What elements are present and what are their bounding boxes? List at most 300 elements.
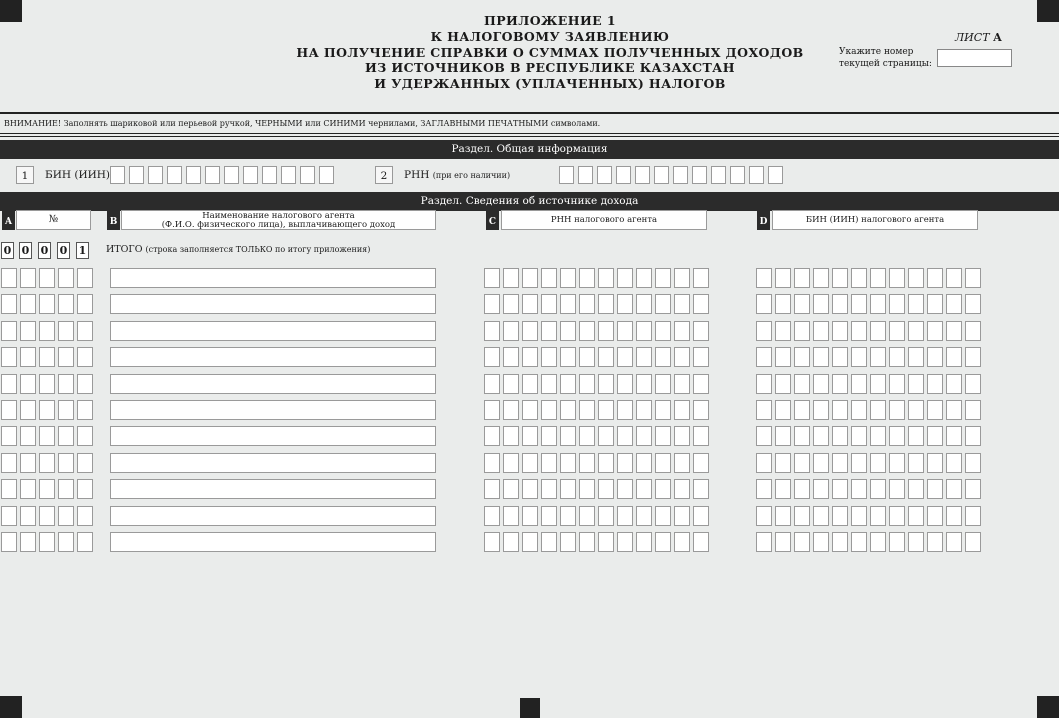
agent-bin-cell[interactable] — [946, 426, 962, 446]
bin-iin-cell[interactable] — [224, 166, 239, 184]
agent-rnn-cell[interactable] — [617, 268, 633, 288]
agent-bin-cell[interactable] — [889, 426, 905, 446]
agent-bin-cell[interactable] — [832, 426, 848, 446]
agent-rnn-cell[interactable] — [484, 453, 500, 473]
agent-bin-cell[interactable] — [851, 453, 867, 473]
agent-rnn-cell[interactable] — [636, 347, 652, 367]
agent-bin-cell[interactable] — [870, 532, 886, 552]
agent-name-field[interactable] — [110, 294, 436, 314]
agent-rnn-cell[interactable] — [674, 321, 690, 341]
agent-rnn-cell[interactable] — [655, 506, 671, 526]
agent-bin-cell[interactable] — [813, 453, 829, 473]
agent-bin-cell[interactable] — [813, 294, 829, 314]
agent-bin-cell[interactable] — [832, 479, 848, 499]
row-number-cell[interactable] — [1, 532, 17, 552]
row-number-cell[interactable] — [58, 268, 74, 288]
row-number-cell[interactable] — [77, 347, 93, 367]
agent-rnn-cell[interactable] — [617, 506, 633, 526]
agent-rnn-cell[interactable] — [579, 400, 595, 420]
agent-rnn-cell[interactable] — [484, 426, 500, 446]
agent-rnn-cell[interactable] — [598, 321, 614, 341]
row-number-cell[interactable] — [58, 374, 74, 394]
row-number-cell[interactable] — [58, 347, 74, 367]
agent-bin-cell[interactable] — [813, 479, 829, 499]
agent-bin-cell[interactable] — [908, 479, 924, 499]
agent-bin-cell[interactable] — [889, 374, 905, 394]
agent-bin-cell[interactable] — [870, 453, 886, 473]
agent-bin-cell[interactable] — [965, 321, 981, 341]
row-number-cell[interactable] — [39, 426, 55, 446]
agent-bin-cell[interactable] — [851, 294, 867, 314]
agent-bin-cell[interactable] — [908, 426, 924, 446]
agent-bin-cell[interactable] — [813, 321, 829, 341]
agent-bin-cell[interactable] — [965, 294, 981, 314]
row-number-cell[interactable] — [20, 479, 36, 499]
agent-bin-cell[interactable] — [775, 374, 791, 394]
row-number-cell[interactable] — [58, 506, 74, 526]
agent-bin-cell[interactable] — [965, 347, 981, 367]
agent-name-field[interactable] — [110, 268, 436, 288]
agent-bin-cell[interactable] — [946, 400, 962, 420]
agent-rnn-cell[interactable] — [693, 374, 709, 394]
agent-bin-cell[interactable] — [946, 347, 962, 367]
row-number-cell[interactable] — [1, 426, 17, 446]
agent-name-field[interactable] — [110, 347, 436, 367]
agent-bin-cell[interactable] — [851, 532, 867, 552]
agent-bin-cell[interactable] — [851, 400, 867, 420]
agent-bin-cell[interactable] — [889, 506, 905, 526]
agent-rnn-cell[interactable] — [484, 347, 500, 367]
agent-rnn-cell[interactable] — [503, 294, 519, 314]
agent-rnn-cell[interactable] — [674, 400, 690, 420]
agent-rnn-cell[interactable] — [541, 532, 557, 552]
agent-bin-cell[interactable] — [756, 479, 772, 499]
agent-name-field[interactable] — [110, 426, 436, 446]
agent-bin-cell[interactable] — [775, 426, 791, 446]
agent-rnn-cell[interactable] — [579, 268, 595, 288]
agent-bin-cell[interactable] — [889, 532, 905, 552]
bin-iin-cell[interactable] — [243, 166, 258, 184]
agent-bin-cell[interactable] — [965, 453, 981, 473]
agent-rnn-cell[interactable] — [693, 479, 709, 499]
rnn-cell[interactable] — [616, 166, 631, 184]
agent-bin-cell[interactable] — [889, 453, 905, 473]
row-number-cell[interactable] — [58, 426, 74, 446]
agent-bin-cell[interactable] — [775, 506, 791, 526]
agent-rnn-cell[interactable] — [560, 426, 576, 446]
row-number-cell[interactable] — [1, 506, 17, 526]
row-number-cell[interactable] — [39, 506, 55, 526]
agent-name-field[interactable] — [110, 479, 436, 499]
agent-bin-cell[interactable] — [756, 506, 772, 526]
agent-rnn-cell[interactable] — [636, 453, 652, 473]
row-number-cell[interactable] — [20, 400, 36, 420]
agent-bin-cell[interactable] — [851, 268, 867, 288]
agent-rnn-cell[interactable] — [655, 294, 671, 314]
rnn-cell[interactable] — [768, 166, 783, 184]
agent-rnn-cell[interactable] — [541, 400, 557, 420]
row-number-cell[interactable] — [20, 426, 36, 446]
row-number-cell[interactable] — [1, 294, 17, 314]
agent-rnn-cell[interactable] — [655, 347, 671, 367]
agent-bin-cell[interactable] — [908, 532, 924, 552]
agent-rnn-cell[interactable] — [484, 294, 500, 314]
agent-rnn-cell[interactable] — [560, 268, 576, 288]
agent-rnn-cell[interactable] — [636, 506, 652, 526]
agent-bin-cell[interactable] — [927, 400, 943, 420]
agent-bin-cell[interactable] — [794, 400, 810, 420]
agent-bin-cell[interactable] — [775, 268, 791, 288]
agent-bin-cell[interactable] — [832, 532, 848, 552]
agent-rnn-cell[interactable] — [484, 479, 500, 499]
agent-bin-cell[interactable] — [946, 479, 962, 499]
agent-rnn-cell[interactable] — [522, 268, 538, 288]
agent-rnn-cell[interactable] — [503, 400, 519, 420]
agent-rnn-cell[interactable] — [503, 347, 519, 367]
agent-rnn-cell[interactable] — [579, 532, 595, 552]
rnn-cell[interactable] — [578, 166, 593, 184]
agent-bin-cell[interactable] — [813, 506, 829, 526]
agent-rnn-cell[interactable] — [655, 321, 671, 341]
agent-bin-cell[interactable] — [870, 374, 886, 394]
row-number-cell[interactable] — [39, 453, 55, 473]
agent-bin-cell[interactable] — [813, 426, 829, 446]
agent-bin-cell[interactable] — [870, 294, 886, 314]
agent-bin-cell[interactable] — [908, 268, 924, 288]
row-number-cell[interactable] — [1, 374, 17, 394]
agent-rnn-cell[interactable] — [503, 506, 519, 526]
row-number-cell[interactable] — [77, 426, 93, 446]
agent-bin-cell[interactable] — [756, 400, 772, 420]
agent-rnn-cell[interactable] — [541, 426, 557, 446]
agent-rnn-cell[interactable] — [522, 294, 538, 314]
agent-rnn-cell[interactable] — [579, 426, 595, 446]
agent-bin-cell[interactable] — [794, 321, 810, 341]
agent-rnn-cell[interactable] — [560, 347, 576, 367]
agent-bin-cell[interactable] — [889, 268, 905, 288]
row-number-cell[interactable] — [1, 268, 17, 288]
bin-iin-cell[interactable] — [319, 166, 334, 184]
agent-bin-cell[interactable] — [870, 426, 886, 446]
agent-rnn-cell[interactable] — [674, 506, 690, 526]
agent-bin-cell[interactable] — [756, 453, 772, 473]
agent-bin-cell[interactable] — [851, 479, 867, 499]
agent-bin-cell[interactable] — [965, 268, 981, 288]
agent-bin-cell[interactable] — [927, 506, 943, 526]
agent-bin-cell[interactable] — [775, 347, 791, 367]
agent-rnn-cell[interactable] — [484, 268, 500, 288]
agent-bin-cell[interactable] — [870, 321, 886, 341]
agent-rnn-cell[interactable] — [503, 426, 519, 446]
agent-rnn-cell[interactable] — [503, 453, 519, 473]
agent-rnn-cell[interactable] — [655, 532, 671, 552]
agent-rnn-cell[interactable] — [598, 347, 614, 367]
agent-bin-cell[interactable] — [889, 347, 905, 367]
agent-bin-cell[interactable] — [813, 532, 829, 552]
agent-bin-cell[interactable] — [889, 321, 905, 341]
agent-rnn-cell[interactable] — [617, 479, 633, 499]
agent-bin-cell[interactable] — [965, 532, 981, 552]
agent-rnn-cell[interactable] — [617, 347, 633, 367]
agent-rnn-cell[interactable] — [655, 426, 671, 446]
agent-rnn-cell[interactable] — [522, 532, 538, 552]
agent-bin-cell[interactable] — [775, 453, 791, 473]
agent-bin-cell[interactable] — [832, 347, 848, 367]
agent-rnn-cell[interactable] — [693, 321, 709, 341]
row-number-cell[interactable] — [39, 294, 55, 314]
agent-rnn-cell[interactable] — [541, 268, 557, 288]
agent-bin-cell[interactable] — [946, 532, 962, 552]
row-number-cell[interactable] — [58, 321, 74, 341]
agent-bin-cell[interactable] — [965, 426, 981, 446]
agent-rnn-cell[interactable] — [636, 268, 652, 288]
agent-rnn-cell[interactable] — [674, 453, 690, 473]
agent-bin-cell[interactable] — [756, 321, 772, 341]
row-number-cell[interactable] — [20, 347, 36, 367]
agent-bin-cell[interactable] — [775, 479, 791, 499]
agent-rnn-cell[interactable] — [693, 400, 709, 420]
agent-rnn-cell[interactable] — [655, 400, 671, 420]
agent-rnn-cell[interactable] — [598, 506, 614, 526]
rnn-cell[interactable] — [635, 166, 650, 184]
agent-rnn-cell[interactable] — [560, 453, 576, 473]
agent-rnn-cell[interactable] — [693, 347, 709, 367]
agent-rnn-cell[interactable] — [522, 321, 538, 341]
agent-bin-cell[interactable] — [889, 400, 905, 420]
agent-bin-cell[interactable] — [946, 374, 962, 394]
agent-rnn-cell[interactable] — [636, 426, 652, 446]
agent-rnn-cell[interactable] — [560, 321, 576, 341]
row-number-cell[interactable] — [39, 374, 55, 394]
agent-rnn-cell[interactable] — [693, 453, 709, 473]
agent-rnn-cell[interactable] — [598, 294, 614, 314]
agent-rnn-cell[interactable] — [560, 532, 576, 552]
agent-rnn-cell[interactable] — [579, 374, 595, 394]
agent-bin-cell[interactable] — [965, 400, 981, 420]
agent-bin-cell[interactable] — [908, 506, 924, 526]
agent-name-field[interactable] — [110, 532, 436, 552]
agent-rnn-cell[interactable] — [579, 347, 595, 367]
agent-rnn-cell[interactable] — [484, 532, 500, 552]
agent-bin-cell[interactable] — [927, 532, 943, 552]
row-number-cell[interactable] — [58, 479, 74, 499]
agent-bin-cell[interactable] — [965, 479, 981, 499]
agent-rnn-cell[interactable] — [541, 294, 557, 314]
row-number-cell[interactable] — [77, 453, 93, 473]
agent-rnn-cell[interactable] — [541, 374, 557, 394]
row-number-cell[interactable] — [58, 400, 74, 420]
agent-rnn-cell[interactable] — [560, 400, 576, 420]
agent-rnn-cell[interactable] — [484, 400, 500, 420]
agent-bin-cell[interactable] — [927, 347, 943, 367]
row-number-cell[interactable] — [1, 321, 17, 341]
row-number-cell[interactable] — [77, 506, 93, 526]
row-number-cell[interactable] — [20, 453, 36, 473]
agent-bin-cell[interactable] — [908, 347, 924, 367]
row-number-cell[interactable] — [1, 479, 17, 499]
agent-rnn-cell[interactable] — [598, 532, 614, 552]
page-number-input[interactable] — [937, 49, 1012, 67]
agent-rnn-cell[interactable] — [522, 479, 538, 499]
agent-bin-cell[interactable] — [794, 479, 810, 499]
agent-rnn-cell[interactable] — [674, 374, 690, 394]
agent-rnn-cell[interactable] — [579, 506, 595, 526]
bin-iin-cell[interactable] — [110, 166, 125, 184]
agent-bin-cell[interactable] — [794, 347, 810, 367]
agent-rnn-cell[interactable] — [522, 347, 538, 367]
row-number-cell[interactable] — [1, 347, 17, 367]
agent-rnn-cell[interactable] — [503, 532, 519, 552]
agent-bin-cell[interactable] — [832, 506, 848, 526]
row-number-cell[interactable] — [20, 532, 36, 552]
agent-bin-cell[interactable] — [832, 453, 848, 473]
agent-bin-cell[interactable] — [870, 400, 886, 420]
bin-iin-cell[interactable] — [129, 166, 144, 184]
agent-rnn-cell[interactable] — [655, 453, 671, 473]
agent-name-field[interactable] — [110, 321, 436, 341]
agent-bin-cell[interactable] — [813, 400, 829, 420]
agent-rnn-cell[interactable] — [636, 400, 652, 420]
row-number-cell[interactable] — [58, 294, 74, 314]
row-number-cell[interactable] — [39, 268, 55, 288]
agent-bin-cell[interactable] — [794, 374, 810, 394]
agent-name-field[interactable] — [110, 374, 436, 394]
agent-bin-cell[interactable] — [908, 400, 924, 420]
agent-rnn-cell[interactable] — [522, 426, 538, 446]
agent-rnn-cell[interactable] — [674, 426, 690, 446]
agent-bin-cell[interactable] — [870, 506, 886, 526]
agent-bin-cell[interactable] — [927, 374, 943, 394]
agent-rnn-cell[interactable] — [598, 268, 614, 288]
agent-bin-cell[interactable] — [908, 321, 924, 341]
rnn-cell[interactable] — [654, 166, 669, 184]
bin-iin-cell[interactable] — [281, 166, 296, 184]
agent-rnn-cell[interactable] — [522, 453, 538, 473]
agent-bin-cell[interactable] — [794, 268, 810, 288]
agent-rnn-cell[interactable] — [617, 374, 633, 394]
agent-rnn-cell[interactable] — [674, 532, 690, 552]
row-number-cell[interactable] — [77, 268, 93, 288]
agent-bin-cell[interactable] — [794, 532, 810, 552]
agent-rnn-cell[interactable] — [541, 506, 557, 526]
agent-rnn-cell[interactable] — [503, 374, 519, 394]
agent-rnn-cell[interactable] — [655, 374, 671, 394]
agent-rnn-cell[interactable] — [693, 506, 709, 526]
agent-rnn-cell[interactable] — [693, 532, 709, 552]
agent-bin-cell[interactable] — [870, 479, 886, 499]
agent-rnn-cell[interactable] — [598, 426, 614, 446]
row-number-cell[interactable] — [77, 532, 93, 552]
agent-rnn-cell[interactable] — [598, 400, 614, 420]
agent-bin-cell[interactable] — [908, 294, 924, 314]
row-number-cell[interactable] — [20, 506, 36, 526]
agent-bin-cell[interactable] — [756, 374, 772, 394]
agent-bin-cell[interactable] — [756, 268, 772, 288]
agent-rnn-cell[interactable] — [617, 400, 633, 420]
agent-bin-cell[interactable] — [756, 532, 772, 552]
row-number-cell[interactable] — [1, 453, 17, 473]
row-number-cell[interactable] — [77, 321, 93, 341]
agent-rnn-cell[interactable] — [674, 479, 690, 499]
agent-bin-cell[interactable] — [927, 294, 943, 314]
agent-bin-cell[interactable] — [813, 347, 829, 367]
row-number-cell[interactable] — [39, 400, 55, 420]
agent-bin-cell[interactable] — [832, 321, 848, 341]
bin-iin-cell[interactable] — [262, 166, 277, 184]
agent-rnn-cell[interactable] — [674, 268, 690, 288]
agent-bin-cell[interactable] — [946, 268, 962, 288]
agent-rnn-cell[interactable] — [598, 479, 614, 499]
row-number-cell[interactable] — [39, 479, 55, 499]
agent-bin-cell[interactable] — [946, 453, 962, 473]
agent-bin-cell[interactable] — [927, 426, 943, 446]
agent-bin-cell[interactable] — [832, 268, 848, 288]
agent-rnn-cell[interactable] — [617, 453, 633, 473]
agent-rnn-cell[interactable] — [636, 532, 652, 552]
bin-iin-cell[interactable] — [148, 166, 163, 184]
agent-rnn-cell[interactable] — [560, 479, 576, 499]
agent-rnn-cell[interactable] — [655, 268, 671, 288]
bin-iin-cell[interactable] — [205, 166, 220, 184]
agent-bin-cell[interactable] — [813, 374, 829, 394]
agent-rnn-cell[interactable] — [522, 400, 538, 420]
agent-bin-cell[interactable] — [908, 374, 924, 394]
agent-bin-cell[interactable] — [775, 532, 791, 552]
agent-bin-cell[interactable] — [965, 506, 981, 526]
agent-rnn-cell[interactable] — [560, 506, 576, 526]
agent-bin-cell[interactable] — [794, 294, 810, 314]
row-number-cell[interactable] — [20, 268, 36, 288]
agent-rnn-cell[interactable] — [541, 479, 557, 499]
row-number-cell[interactable] — [39, 532, 55, 552]
agent-rnn-cell[interactable] — [617, 294, 633, 314]
agent-rnn-cell[interactable] — [636, 321, 652, 341]
agent-bin-cell[interactable] — [756, 294, 772, 314]
agent-rnn-cell[interactable] — [560, 294, 576, 314]
agent-bin-cell[interactable] — [927, 479, 943, 499]
agent-bin-cell[interactable] — [851, 426, 867, 446]
agent-rnn-cell[interactable] — [541, 453, 557, 473]
agent-bin-cell[interactable] — [756, 347, 772, 367]
agent-rnn-cell[interactable] — [674, 347, 690, 367]
agent-bin-cell[interactable] — [927, 453, 943, 473]
agent-rnn-cell[interactable] — [693, 268, 709, 288]
rnn-cell[interactable] — [692, 166, 707, 184]
agent-rnn-cell[interactable] — [617, 426, 633, 446]
agent-bin-cell[interactable] — [775, 400, 791, 420]
agent-rnn-cell[interactable] — [484, 321, 500, 341]
agent-rnn-cell[interactable] — [674, 294, 690, 314]
rnn-cell[interactable] — [730, 166, 745, 184]
agent-bin-cell[interactable] — [927, 321, 943, 341]
rnn-cell[interactable] — [597, 166, 612, 184]
agent-rnn-cell[interactable] — [503, 479, 519, 499]
agent-bin-cell[interactable] — [927, 268, 943, 288]
agent-bin-cell[interactable] — [965, 374, 981, 394]
agent-bin-cell[interactable] — [832, 400, 848, 420]
agent-bin-cell[interactable] — [851, 506, 867, 526]
agent-rnn-cell[interactable] — [579, 321, 595, 341]
row-number-cell[interactable] — [77, 374, 93, 394]
agent-rnn-cell[interactable] — [503, 321, 519, 341]
bin-iin-cell[interactable] — [186, 166, 201, 184]
row-number-cell[interactable] — [20, 321, 36, 341]
agent-rnn-cell[interactable] — [560, 374, 576, 394]
bin-iin-cell[interactable] — [167, 166, 182, 184]
bin-iin-cell[interactable] — [300, 166, 315, 184]
agent-bin-cell[interactable] — [946, 294, 962, 314]
agent-bin-cell[interactable] — [946, 506, 962, 526]
